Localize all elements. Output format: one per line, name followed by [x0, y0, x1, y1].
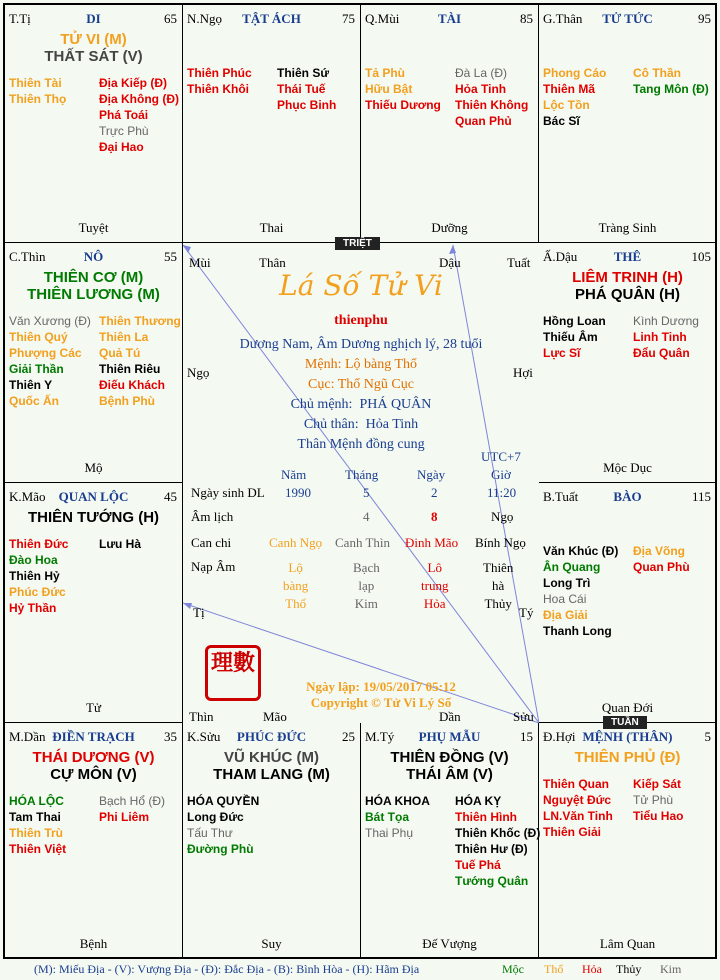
main-star: CỰ MÔN (V)	[50, 766, 137, 783]
palace-branch: T.Tị	[9, 11, 31, 26]
palace-branch: B.Tuất	[543, 489, 579, 504]
minor-star: Văn Khúc (Đ)	[543, 544, 619, 558]
palace-name: NÔ	[83, 249, 104, 264]
na-thang-3: Kim	[354, 596, 378, 611]
cc-nam: Canh Ngọ	[269, 535, 323, 550]
minor-star: Tang Môn (Đ)	[633, 82, 709, 96]
palace-name: BÀO	[613, 489, 642, 504]
al-gio: Ngọ	[491, 509, 514, 524]
chu-than-label: Chủ thân:	[303, 417, 359, 432]
palace-stage: Bệnh	[79, 936, 108, 951]
palace-stage: Quan Đới	[601, 700, 654, 715]
na-ngay-1: Lô	[427, 560, 442, 575]
na-ngay-3: Hỏa	[423, 596, 446, 611]
minor-star: Thiên Khôi	[187, 82, 249, 96]
owner-name: thienphu	[334, 313, 388, 328]
minor-star: Linh Tinh	[633, 330, 687, 344]
minor-star: Long Đức	[187, 810, 244, 824]
minor-star: LN.Văn Tinh	[543, 809, 613, 823]
minor-star: HÓA QUYỀN	[187, 794, 260, 808]
cc-ngay: Đinh Mão	[405, 535, 459, 550]
main-star: LIÊM TRINH (H)	[572, 269, 683, 286]
main-star: TỬ VI (M)	[60, 31, 127, 48]
corner-dau: Dậu	[439, 255, 461, 270]
minor-star: Địa Võng	[633, 544, 686, 558]
na-ngay	[421, 559, 448, 613]
na-ngay-2: trung	[421, 578, 449, 593]
triet-tag: TRIỆT	[335, 237, 380, 250]
minor-star: Thiên Tài	[9, 76, 62, 90]
minor-star: Thiên Khốc (Đ)	[455, 826, 541, 840]
palace-stage: Dưỡng	[431, 220, 468, 235]
copyright: Copyright © Tử Vi Lý Số	[310, 695, 452, 710]
palace-mao	[5, 483, 183, 723]
menh-value: Lộ bàng Thổ	[344, 357, 418, 372]
minor-star: Điếu Khách	[99, 378, 166, 392]
minor-star: Đại Hao	[99, 140, 144, 154]
minor-star: Tiểu Hao	[633, 809, 684, 823]
palace-name: THÊ	[613, 249, 642, 264]
corner-dan: Dần	[439, 709, 461, 724]
minor-star: Đào Hoa	[9, 553, 58, 567]
na-nam	[283, 559, 308, 613]
minor-star: Thiếu Âm	[543, 330, 598, 344]
minor-star: Phong Cáo	[543, 66, 607, 80]
minor-star: Kình Dương	[633, 314, 699, 328]
minor-star: Địa Kiếp (Đ)	[99, 76, 168, 90]
palace-name: TẬT ÁCH	[242, 11, 301, 26]
palace-branch: Ấ.Dậu	[543, 249, 578, 264]
main-star: THIÊN PHỦ (Đ)	[574, 749, 681, 766]
palace-age: 85	[520, 11, 533, 26]
al-ngay: 8	[431, 509, 438, 524]
chu-than-line	[183, 417, 539, 433]
na-gio	[483, 559, 513, 613]
corner-thin: Thìn	[189, 709, 214, 724]
minor-star: Bạch Hổ (Đ)	[99, 794, 166, 808]
corner-mui: Mùi	[189, 255, 211, 270]
palace-suu	[183, 723, 361, 959]
minor-star: Hỏa Tinh	[455, 82, 507, 96]
cc-thang: Canh Thìn	[335, 535, 391, 550]
header-thang: Tháng	[345, 467, 379, 482]
minor-star: Tuế Phá	[455, 858, 501, 872]
al-thang: 4	[363, 509, 370, 524]
minor-star: Thiên Việt	[9, 842, 67, 856]
na-gio-1: Thiên	[483, 560, 514, 575]
than-menh-line: Thân Mệnh đồng cung	[297, 437, 425, 452]
ngay-lap: Ngày lập: 19/05/2017 05:12	[306, 679, 456, 694]
palace-branch: C.Thìn	[9, 249, 46, 264]
dl-gio: 11:20	[487, 485, 517, 500]
palace-dan	[5, 723, 183, 959]
cuc-value: Thổ Ngũ Cục	[337, 377, 414, 392]
minor-star: Thiên Hỷ	[9, 569, 60, 583]
horoscope-chart	[3, 3, 717, 959]
minor-star: Kiếp Sát	[633, 777, 682, 791]
palace-stage: Thai	[259, 220, 284, 235]
chu-menh-label: Chủ mệnh:	[290, 397, 353, 412]
palace-branch: Q.Mùi	[365, 11, 400, 26]
palace-age: 105	[691, 249, 711, 264]
dl-thang: 5	[363, 485, 370, 500]
ngay-sinh-label: Ngày sinh DL	[191, 485, 265, 500]
palace-ti	[5, 5, 183, 243]
minor-star: Địa Không (Đ)	[99, 92, 179, 106]
minor-star: Thiên La	[99, 330, 149, 344]
minor-star: Thiên Riêu	[99, 362, 161, 376]
palace-stage: Tuyệt	[78, 220, 109, 235]
palace-ngo	[183, 5, 361, 243]
palace-thin	[5, 243, 183, 483]
minor-star: Cô Thần	[633, 66, 681, 80]
menh-label: Mệnh:	[304, 357, 342, 372]
palace-branch: K.Sửu	[187, 729, 221, 744]
minor-star: Đường Phù	[187, 842, 254, 856]
palace-age: 115	[691, 489, 711, 504]
palace-hoi	[539, 723, 717, 959]
main-star: THIÊN CƠ (M)	[43, 269, 144, 286]
palace-ty	[361, 723, 539, 959]
corner-suu: Sửu	[513, 709, 534, 724]
palace-name: MỆNH (THÂN)	[582, 729, 673, 744]
palace-name: PHỤ MẪU	[418, 729, 481, 744]
na-nam-1: Lộ	[288, 560, 303, 575]
minor-star: Lưu Hà	[99, 537, 142, 551]
legend-tho: Thổ	[544, 962, 564, 976]
palace-branch: M.Dần	[9, 729, 46, 744]
palace-stage: Suy	[261, 936, 282, 951]
corner-hoi: Hợi	[513, 365, 533, 380]
minor-star: Bác Sĩ	[543, 114, 580, 128]
corner-ty: Tý	[519, 605, 534, 620]
na-gio-2: hà	[492, 578, 505, 593]
palace-age: 45	[164, 489, 177, 504]
palace-dau	[539, 243, 717, 483]
minor-star: Thiên Không	[455, 98, 529, 112]
minor-star: Quốc Ấn	[9, 394, 59, 408]
palace-name: PHÚC ĐỨC	[236, 729, 307, 744]
legend-hoa: Hỏa	[582, 962, 602, 976]
palace-age: 65	[164, 11, 177, 26]
na-thang	[353, 559, 380, 613]
na-nam-2: bàng	[283, 578, 309, 593]
minor-star: Văn Xương (Đ)	[9, 314, 91, 328]
palace-stage: Lâm Quan	[599, 936, 656, 951]
minor-star: Lực Sĩ	[543, 346, 581, 360]
minor-star: Lộc Tồn	[543, 98, 590, 112]
minor-star: HÓA LỘC	[9, 794, 64, 808]
header-ngay: Ngày	[417, 467, 446, 482]
main-star: VŨ KHÚC (M)	[224, 749, 319, 766]
na-nam-3: Thổ	[285, 596, 307, 611]
minor-star: Thiên Y	[9, 378, 53, 392]
minor-star: Thiếu Dương	[365, 98, 441, 112]
legend-thuy: Thủy	[616, 962, 642, 976]
palace-tuat	[539, 483, 717, 723]
minor-star: Thiên Phúc	[187, 66, 252, 80]
palace-name: TỬ TỨC	[602, 11, 653, 26]
legend-moc: Mộc	[502, 962, 524, 976]
minor-star: Hỷ Thần	[9, 601, 57, 615]
center-panel	[183, 243, 539, 723]
na-gio-3: Thủy	[484, 596, 512, 611]
palace-stage: Tử	[86, 700, 101, 715]
minor-star: Quan Phù	[633, 560, 690, 574]
minor-star: Đà La (Đ)	[455, 66, 508, 80]
header-gio: Giờ	[491, 467, 511, 482]
minor-star: Thiên Giải	[543, 825, 602, 839]
minor-star: HÓA KHOA	[365, 794, 430, 808]
minor-star: Thiên Quan	[543, 777, 609, 791]
corner-tuat: Tuất	[507, 255, 531, 270]
palace-age: 95	[698, 11, 711, 26]
header-nam: Năm	[281, 467, 307, 482]
palace-branch: Đ.Hợi	[543, 729, 576, 744]
dl-ngay: 2	[431, 485, 438, 500]
minor-star: Trực Phù	[99, 124, 149, 138]
palace-age: 15	[520, 729, 533, 744]
minor-star: Tả Phù	[365, 66, 406, 80]
menh-line	[183, 357, 539, 373]
minor-star: HÓA KỴ	[455, 794, 502, 808]
minor-star: Giải Thần	[9, 362, 64, 376]
chu-menh-line	[183, 397, 539, 413]
cuc-label: Cục:	[308, 377, 335, 392]
dl-nam: 1990	[285, 485, 311, 500]
palace-name: TÀI	[437, 11, 462, 26]
tuan-tag: TUẦN	[603, 716, 647, 729]
minor-star: Thiên Thương	[99, 314, 181, 328]
minor-star: Phi Liêm	[99, 810, 150, 824]
palace-stage: Tràng Sinh	[598, 220, 657, 235]
palace-branch: K.Mão	[9, 489, 46, 504]
corner-than: Thân	[259, 255, 286, 270]
chu-menh-value: PHÁ QUÂN	[359, 397, 432, 412]
minor-star: Tử Phù	[633, 793, 674, 807]
minor-star: Bát Tọa	[365, 810, 410, 824]
minor-star: Thanh Long	[543, 624, 612, 638]
minor-star: Tướng Quân	[455, 874, 529, 888]
palace-stage: Đế Vượng	[422, 936, 477, 951]
palace-mui	[361, 5, 539, 243]
corner-ti: Tị	[193, 605, 205, 620]
am-lich-label: Âm lịch	[191, 509, 234, 524]
minor-star: Tam Thai	[9, 810, 61, 824]
minor-star: Quan Phủ	[455, 114, 512, 128]
minor-star: Thai Phụ	[365, 826, 414, 840]
legend-kim: Kim	[660, 962, 682, 976]
minor-star: Long Trì	[543, 576, 591, 590]
minor-star: Hoa Cái	[543, 592, 587, 606]
palace-age: 55	[164, 249, 177, 264]
cc-gio: Bính Ngọ	[475, 535, 526, 550]
minor-star: Quả Tú	[99, 346, 141, 360]
main-star: THIÊN LƯƠNG (M)	[27, 286, 160, 303]
can-chi-label: Can chi	[191, 535, 232, 550]
palace-stage: Mộ	[84, 460, 103, 475]
palace-name: DI	[86, 11, 101, 26]
main-star: THIÊN TƯỚNG (H)	[27, 509, 160, 526]
minor-star: Thiên Hư (Đ)	[455, 842, 528, 856]
minor-star: Phục Binh	[277, 98, 337, 112]
utc-label: UTC+7	[481, 449, 521, 464]
palace-name: QUAN LỘC	[58, 489, 129, 504]
main-star: THÁI DƯƠNG (V)	[32, 749, 155, 766]
palace-stage: Mộc Dục	[603, 460, 652, 475]
palace-branch: N.Ngọ	[187, 11, 223, 26]
minor-star: Phúc Đức	[9, 585, 66, 599]
main-star: THAM LANG (M)	[213, 766, 330, 783]
minor-star: Tấu Thư	[187, 826, 233, 840]
palace-branch: G.Thân	[543, 11, 583, 26]
corner-ngo: Ngọ	[187, 365, 210, 380]
palace-age: 25	[342, 729, 355, 744]
seal-text: 理數	[210, 650, 255, 676]
description: Dương Nam, Âm Dương nghịch lý, 28 tuổi	[239, 337, 483, 352]
main-star: THẤT SÁT (V)	[44, 48, 143, 65]
main-star: THIÊN ĐỒNG (V)	[390, 749, 509, 766]
minor-star: Địa Giải	[543, 608, 588, 622]
main-star: THÁI ÂM (V)	[406, 766, 493, 783]
na-thang-1: Bạch	[353, 560, 380, 575]
minor-star: Thiên Đức	[9, 537, 69, 551]
minor-star: Thiên Quý	[9, 330, 68, 344]
minor-star: Thiên Trù	[9, 826, 63, 840]
palace-age: 35	[164, 729, 177, 744]
corner-mao: Mão	[263, 709, 287, 724]
main-star: PHÁ QUÂN (H)	[575, 286, 680, 303]
minor-star: Hữu Bật	[365, 82, 413, 96]
minor-star: Nguyệt Đức	[543, 793, 612, 807]
minor-star: Thái Tuế	[277, 82, 326, 96]
nap-am-label: Nạp Âm	[191, 559, 236, 574]
chu-than-value: Hỏa Tinh	[365, 417, 419, 432]
minor-star: Phá Toái	[99, 108, 149, 122]
minor-star: Thiên Thọ	[9, 92, 67, 106]
minor-star: Bệnh Phù	[99, 394, 155, 408]
legend-text: (M): Miếu Địa - (V): Vượng Địa - (Đ): Đắc Địa - (B): Bình Hòa - (H): Hãm Địa	[34, 962, 420, 976]
minor-star: Đẩu Quân	[633, 346, 690, 360]
chart-title: Lá Số Tử Vi	[279, 269, 443, 302]
minor-star: Ân Quang	[543, 560, 601, 574]
minor-star: Thiên Sứ	[277, 66, 330, 80]
na-thang-2: lạp	[358, 578, 375, 593]
palace-age: 75	[342, 11, 355, 26]
palace-name: ĐIỀN TRẠCH	[52, 729, 135, 744]
minor-star: Hồng Loan	[543, 314, 606, 328]
minor-star: Thiên Hình	[455, 810, 517, 824]
palace-than	[539, 5, 717, 243]
cuc-line	[183, 377, 539, 393]
palace-branch: M.Tý	[365, 729, 395, 744]
palace-age: 5	[704, 729, 711, 744]
minor-star: Thiên Mã	[543, 82, 596, 96]
minor-star: Phượng Các	[9, 346, 82, 360]
